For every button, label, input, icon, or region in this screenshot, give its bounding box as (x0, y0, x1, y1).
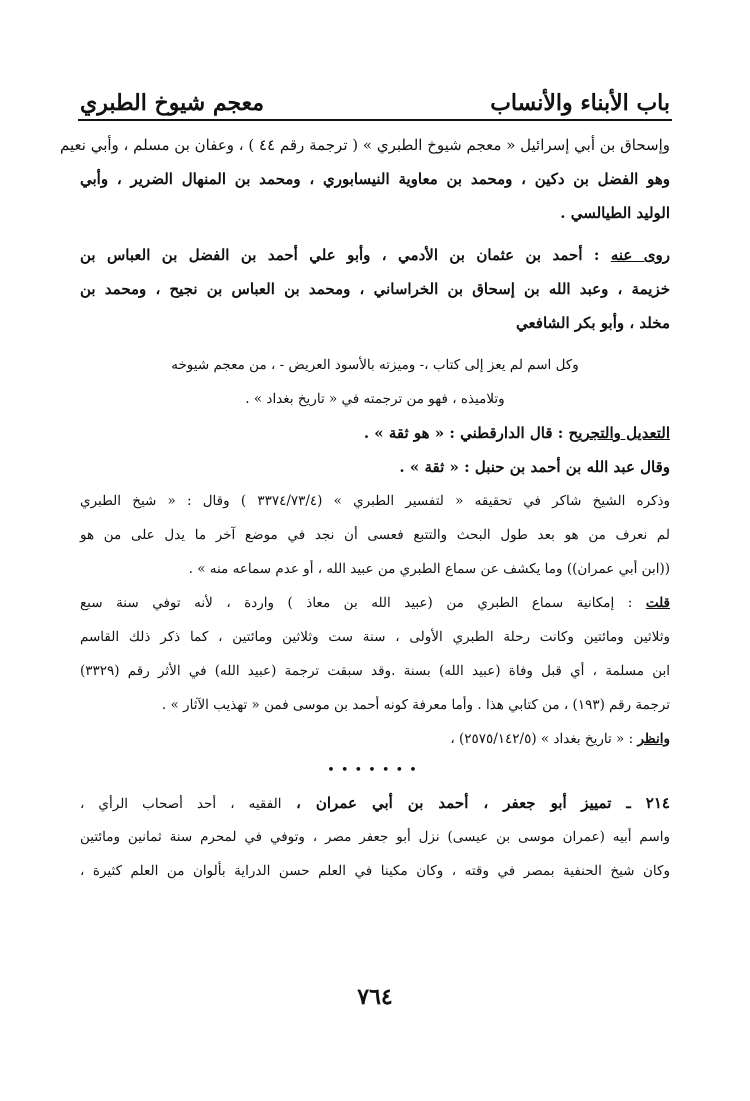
text-line: وثلاثين ومائتين وكانت رحلة الطبري الأولى ، سنة ست وثلاثين ومائتين ، كما ذكر ذلك القاسم (80, 629, 670, 645)
header-divider (78, 119, 672, 121)
note-line: وكل اسم لم يعز إلى كتاب ،- وميزته بالأسود العريض - ، من معجم شيوخه (171, 357, 579, 373)
text-line: وهو الفضل بن دكين ، ومحمد بن معاوية النيسابوري ، ومحمد بن المنهال الضرير ، وأبي (80, 170, 670, 188)
text-line: ابن مسلمة ، أي قبل وفاة (عبيد الله) بسنة .وقد سبقت ترجمة (عبيد الله) في الأثر رقم (٣٣٢٩) (80, 663, 670, 679)
text-line: وذكره الشيخ شاكر في تحقيقه « لتفسير الطبري » (٣٣٧٤/٧٣/٤ ) وقال : « شيخ الطبري (80, 493, 671, 509)
page-body (60, 128, 671, 888)
qultu-label: قلت (645, 595, 670, 611)
tadil-text: : قال الدارقطني : « هو ثقة » . (363, 424, 564, 442)
riwaya-line (80, 238, 670, 272)
entry-number: ٢١٤ ـ تمييز (581, 794, 670, 812)
unzur-text: : « تاريخ بغداد » (٢٥٧٥/١٤٢/٥) ، (450, 731, 634, 747)
qultu-line (80, 586, 670, 620)
tadil-label: التعديل والتجريح (568, 424, 670, 442)
section-separator: ••••••• (327, 763, 423, 778)
text-line: مخلد ، وأبو بكر الشافعي (516, 314, 670, 332)
text-line: ترجمة رقم (١٩٣) ، من كتابي هذا . وأما معرفة كونه أحمد بن موسى فمن « تهذيب الآثار » . (161, 697, 670, 713)
riwaya-label: روى عنه (610, 246, 670, 264)
entry-heading-line (80, 786, 670, 820)
unzur-label: وانظر (637, 731, 670, 747)
text-line: لم نعرف من هو بعد طول البحث والتتبع فعسى أن نجد في موضع آخر ما يدل على من هو (80, 527, 670, 543)
page-number: ٧٦٤ (357, 984, 393, 1010)
text-line: خزيمة ، وعبد الله بن إسحاق بن الخراساني ، ومحمد بن العباس بن نجيح ، ومحمد بن (80, 280, 670, 298)
text-line: ((ابن أبي عمران)) وما يكشف عن سماع الطبري من عبيد الله ، أو عدم سماعه منه » . (188, 561, 670, 577)
text-line: واسم أبيه (عمران موسى بن عيسى) نزل أبو جعفر مصر ، وتوفي في لمحرم سنة ثمانين ومائتين (80, 829, 670, 845)
riwaya-text: : أحمد بن عثمان بن الأدمي ، وأبو علي أحمد بن الفضل بن العباس بن (80, 246, 600, 264)
text-line: وكان شيخ الحنفية بمصر في وقته ، وكان مكينا في العلم حسن الدراية بألوان من العلم كثيرة ، (80, 863, 670, 879)
hanbal-line: وقال عبد الله بن أحمد بن حنبل : « ثقة » . (399, 458, 670, 476)
book-title: معجم شيوخ الطبري (80, 90, 265, 116)
running-header (80, 82, 670, 116)
text-line: الوليد الطيالسي . (560, 204, 670, 222)
entry-name: أبو جعفر ، أحمد بن أبي عمران ، (296, 794, 567, 812)
chapter-title: باب الأبناء والأنساب (490, 90, 670, 116)
qultu-text: : إمكانية سماع الطبري من (عبيد الله بن معاذ ) واردة ، لأنه توفي سنة سبع (80, 595, 633, 611)
entry-rest: الفقيه ، أحد أصحاب الرأي ، (80, 796, 282, 812)
tadil-line (80, 416, 670, 450)
note-line: وتلاميذه ، فهو من ترجمته في « تاريخ بغداد » . (245, 391, 505, 407)
unzur-line (80, 722, 670, 756)
text-line: وإسحاق بن أبي إسرائيل « معجم شيوخ الطبري » ( ترجمة رقم ٤٤ ) ، وعفان بن مسلم ، وأبي نعيم (60, 136, 670, 154)
